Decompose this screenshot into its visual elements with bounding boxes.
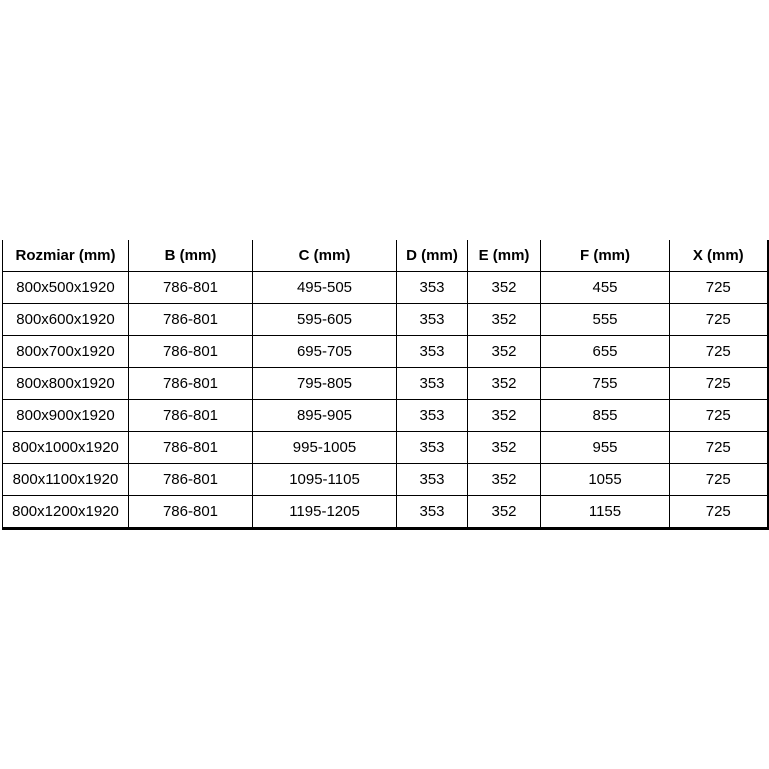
- table-row: [3, 400, 768, 432]
- table-cell: 353: [397, 304, 468, 336]
- table-cell: 786-801: [129, 432, 253, 464]
- column-header-x: X (mm): [670, 240, 768, 272]
- table-cell: 455: [541, 272, 670, 304]
- table-cell: 353: [397, 336, 468, 368]
- table-cell: 725: [670, 400, 768, 432]
- column-header-d: D (mm): [397, 240, 468, 272]
- table-cell: 725: [670, 272, 768, 304]
- table-cell: 795-805: [253, 368, 397, 400]
- table-cell: 352: [468, 432, 541, 464]
- table-row: [3, 368, 768, 400]
- table-cell: 786-801: [129, 496, 253, 529]
- table-cell: 800x600x1920: [3, 304, 129, 336]
- table-cell: 800x1000x1920: [3, 432, 129, 464]
- column-header-e: E (mm): [468, 240, 541, 272]
- table-cell: 725: [670, 464, 768, 496]
- dimension-spec-table: [2, 240, 769, 530]
- table-cell: 800x800x1920: [3, 368, 129, 400]
- header-row: [3, 240, 768, 272]
- table-cell: 800x900x1920: [3, 400, 129, 432]
- table-row: [3, 272, 768, 304]
- table-cell: 800x700x1920: [3, 336, 129, 368]
- table-cell: 786-801: [129, 400, 253, 432]
- table-cell: 800x1200x1920: [3, 496, 129, 529]
- table-cell: 725: [670, 432, 768, 464]
- table-cell: 495-505: [253, 272, 397, 304]
- table-cell: 1055: [541, 464, 670, 496]
- table-cell: 352: [468, 368, 541, 400]
- table-cell: 995-1005: [253, 432, 397, 464]
- table-cell: 786-801: [129, 272, 253, 304]
- table-cell: 1155: [541, 496, 670, 529]
- table-cell: 1095-1105: [253, 464, 397, 496]
- table-cell: 725: [670, 336, 768, 368]
- table-cell: 695-705: [253, 336, 397, 368]
- table-cell: 352: [468, 496, 541, 529]
- column-header-f: F (mm): [541, 240, 670, 272]
- table-row: [3, 496, 768, 529]
- table-cell: 353: [397, 368, 468, 400]
- table-cell: 555: [541, 304, 670, 336]
- table-cell: 800x1100x1920: [3, 464, 129, 496]
- table-cell: 755: [541, 368, 670, 400]
- table-row: [3, 304, 768, 336]
- table-row: [3, 336, 768, 368]
- table-cell: 352: [468, 336, 541, 368]
- dimension-spec-table-container: [2, 240, 767, 530]
- table-cell: 725: [670, 304, 768, 336]
- table-cell: 786-801: [129, 368, 253, 400]
- table-cell: 353: [397, 464, 468, 496]
- table-cell: 786-801: [129, 304, 253, 336]
- column-header-b: B (mm): [129, 240, 253, 272]
- table-cell: 855: [541, 400, 670, 432]
- column-header-rozmiar: Rozmiar (mm): [3, 240, 129, 272]
- table-cell: 595-605: [253, 304, 397, 336]
- table-cell: 955: [541, 432, 670, 464]
- table-row: [3, 464, 768, 496]
- table-cell: 352: [468, 272, 541, 304]
- table-cell: 786-801: [129, 336, 253, 368]
- table-cell: 352: [468, 464, 541, 496]
- table-row: [3, 432, 768, 464]
- table-cell: 353: [397, 400, 468, 432]
- table-cell: 1195-1205: [253, 496, 397, 529]
- table-cell: 353: [397, 496, 468, 529]
- table-cell: 725: [670, 368, 768, 400]
- table-cell: 352: [468, 400, 541, 432]
- table-cell: 800x500x1920: [3, 272, 129, 304]
- table-cell: 786-801: [129, 464, 253, 496]
- table-cell: 895-905: [253, 400, 397, 432]
- table-cell: 725: [670, 496, 768, 529]
- table-cell: 353: [397, 432, 468, 464]
- table-cell: 353: [397, 272, 468, 304]
- column-header-c: C (mm): [253, 240, 397, 272]
- table-cell: 655: [541, 336, 670, 368]
- table-cell: 352: [468, 304, 541, 336]
